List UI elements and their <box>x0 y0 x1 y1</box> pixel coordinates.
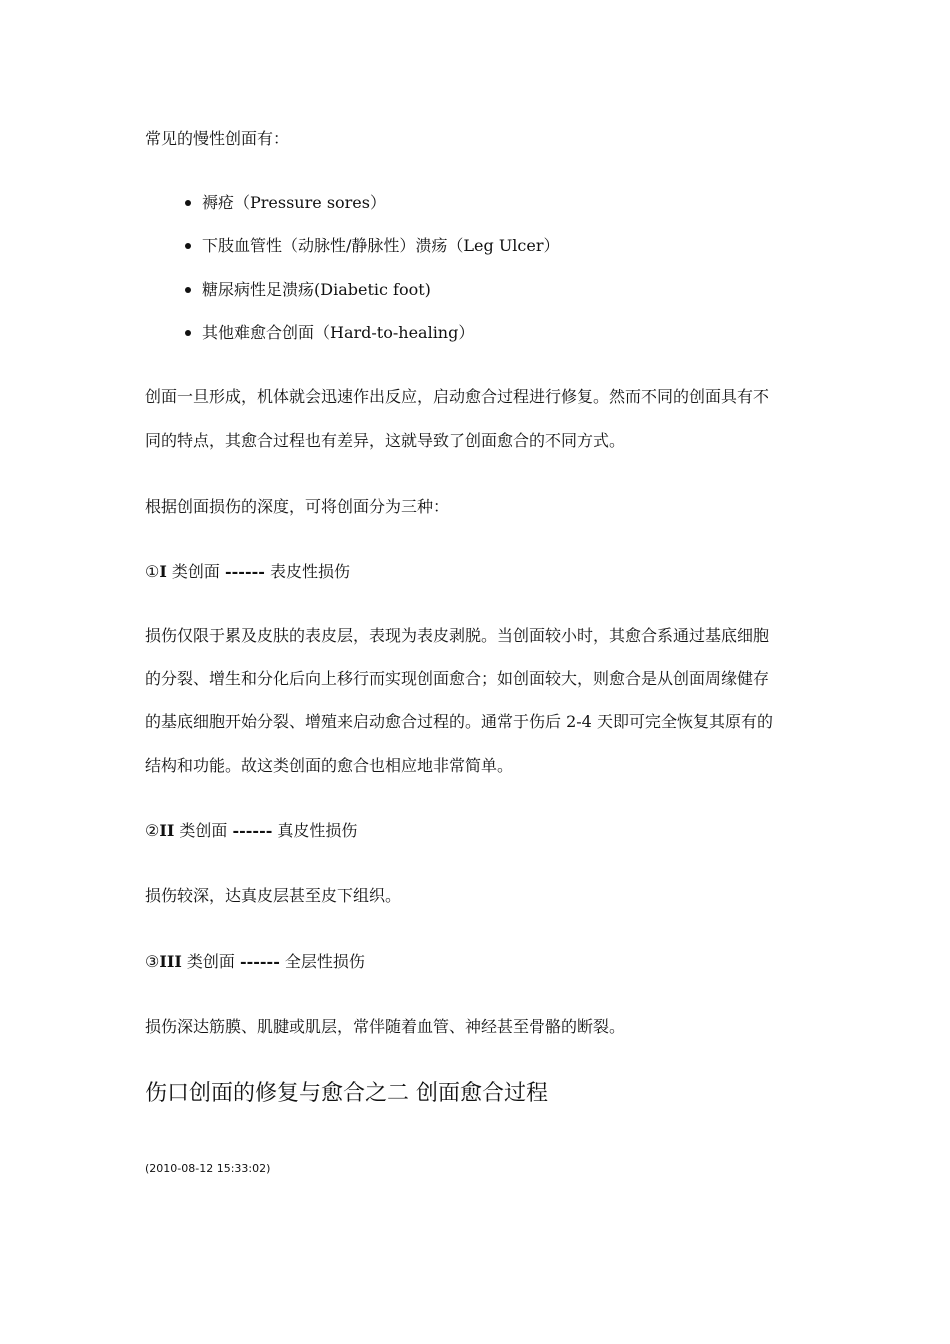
paragraph-line: 损伤仅限于累及皮肤的表皮层，表现为表皮剥脱。当创面较小时，其愈合系通过基底细胞 <box>145 626 770 645</box>
bullet-icon <box>185 200 191 206</box>
paragraph-text: 根据创面损伤的深度，可将创面分为三种： <box>145 497 450 516</box>
paragraph-line: 的分裂、增生和分化后向上移行而实现创面愈合；如创面较大，则愈合是从创面周缘健存 <box>145 669 770 688</box>
type-roman: II <box>159 821 175 840</box>
list-item-text: 下肢血管性（动脉性/静脉性）溃疡（Leg Ulcer） <box>202 236 560 255</box>
type-label: 真皮性损伤 <box>272 821 358 840</box>
paragraph-line: 结构和功能。故这类创面的愈合也相应地非常简单。 <box>145 756 514 775</box>
type-roman: III <box>159 952 182 971</box>
wound-type-1-heading <box>145 561 350 583</box>
bullet-icon <box>185 330 191 336</box>
circled-number: ③ <box>145 952 160 971</box>
list-item-text: 糖尿病性足溃疡(Diabetic foot) <box>202 280 431 299</box>
list-item-text: 褥疮（Pressure sores） <box>202 193 386 212</box>
paragraph-line: 创面一旦形成，机体就会迅速作出反应，启动愈合过程进行修复。然而不同的创面具有不 <box>145 387 770 406</box>
type-dashes: ------ <box>232 821 273 840</box>
type-mid: 类创面 <box>174 821 233 840</box>
bullet-icon <box>185 287 191 293</box>
type-mid: 类创面 <box>166 562 226 581</box>
article-timestamp: (2010-08-12 15:33:02) <box>145 1162 271 1175</box>
type-label: 全层性损伤 <box>279 952 365 971</box>
type-label: 表皮性损伤 <box>264 562 350 581</box>
article-heading: 伤口创面的修复与愈合之二 创面愈合过程 <box>145 1081 548 1106</box>
paragraph-line: 同的特点，其愈合过程也有差异，这就导致了创面愈合的不同方式。 <box>145 431 626 450</box>
type-roman: I <box>159 562 167 581</box>
type-dashes: ------ <box>225 562 265 581</box>
circled-number: ② <box>145 821 160 840</box>
paragraph-text: 损伤较深，达真皮层甚至皮下组织。 <box>145 886 402 905</box>
list-item-text: 其他难愈合创面（Hard-to-healing） <box>202 323 475 342</box>
type-mid: 类创面 <box>181 952 240 971</box>
bullet-icon <box>185 243 191 249</box>
circled-number: ① <box>145 562 160 581</box>
wound-type-2-heading <box>145 820 357 842</box>
paragraph-line: 的基底细胞开始分裂、增殖来启动愈合过程的。通常于伤后 2-4 天即可完全恢复其原有的 <box>145 712 773 731</box>
intro-text: 常见的慢性创面有： <box>145 129 290 148</box>
paragraph-text: 损伤深达筋膜、肌腱或肌层，常伴随着血管、神经甚至骨骼的断裂。 <box>145 1017 626 1036</box>
wound-type-3-heading <box>145 951 365 973</box>
type-dashes: ------ <box>239 952 280 971</box>
